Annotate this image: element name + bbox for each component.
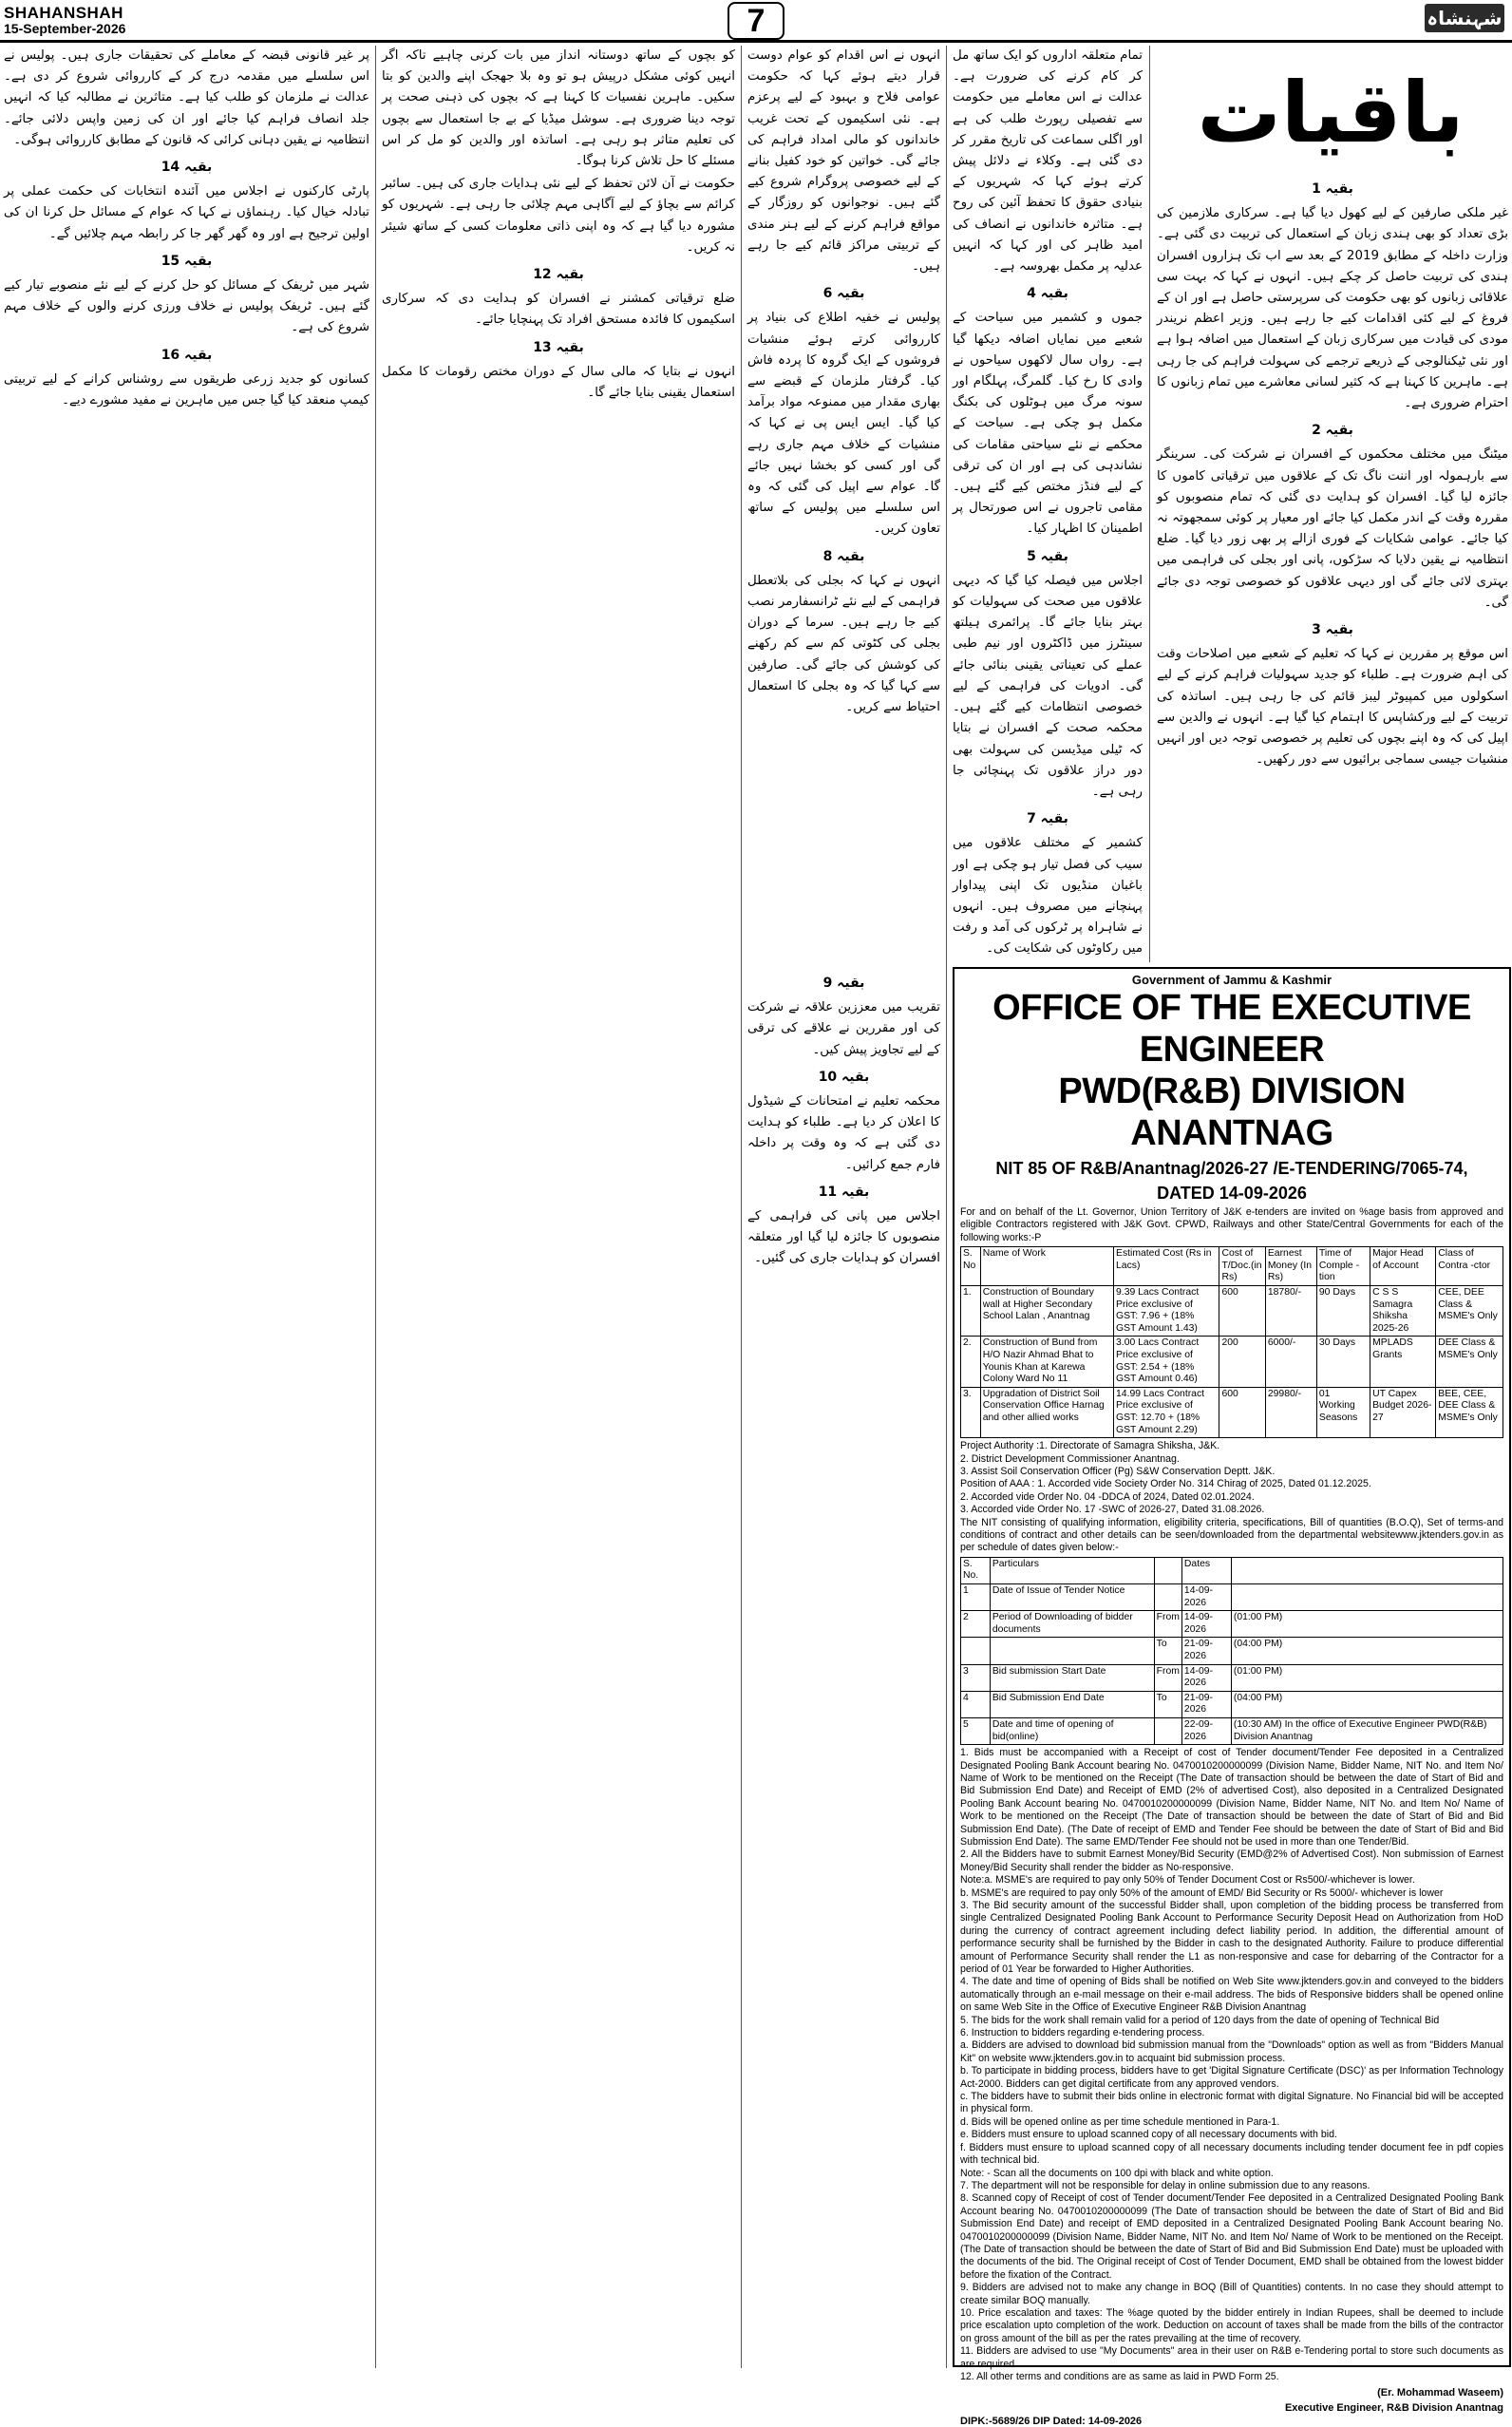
table-row [961, 1638, 1503, 1664]
table-cell: 30 Days [1316, 1337, 1370, 1387]
table-cell: Date and time of opening of bid(online) [990, 1717, 1154, 1744]
table-cell: 1 [961, 1583, 991, 1610]
masthead [0, 0, 1512, 42]
paper-name: SHAHANSHAH [4, 4, 123, 22]
schedule-table [960, 1557, 1503, 1745]
table-header-cell: Name of Work [980, 1247, 1113, 1286]
continuation-heading: بقیہ 13 [533, 339, 584, 355]
table-cell: From [1154, 1611, 1181, 1638]
tender-condition: b. MSME's are required to pay only 50% of the amount of EMD/ Bid Security or Rs 5000/- whichever is lower [960, 1887, 1444, 1899]
table-cell: 22-09-2026 [1181, 1717, 1231, 1744]
table-header-cell: Major Head of Account [1370, 1247, 1436, 1286]
table-header-cell: S. No [961, 1247, 981, 1286]
table-cell: 600 [1219, 1387, 1265, 1437]
tender-government: Government of Jammu & Kashmir [1131, 973, 1332, 987]
continuation-heading: بقیہ 3 [1312, 622, 1353, 638]
header-rule [0, 40, 1512, 43]
article-text: جموں و کشمیر میں سیاحت کے شعبے میں نمایاں اضافہ دیکھا گیا ہے۔ رواں سال لاکھوں سیاحوں نے وادی کا رخ کیا۔ گلمرگ، پہلگام اور سونہ مرگ میں ہوٹلوں کی بکنگ مکمل ہو چکی ہے۔ سیاحت کے محکمے نے نئے سیاحتی مقامات کی نشاندہی کی ہے اور ان کی ترقی کے لیے فنڈز مختص کیے گئے ہیں۔ مقامی تاجروں نے اس صورتحال پر اطمینان کا اظہار کیا۔ [953, 311, 1143, 537]
article-text: پارٹی کارکنوں نے اجلاس میں آئندہ انتخابات کی حکمت عملی پر تبادلہ خیال کیا۔ رہنماؤں نے کہا کہ عوام کے مسائل حل کرنا ان کی اولین ترجیح ہے اور وہ گھر گھر جا کر رابطہ مہم چلائیں گے۔ [4, 184, 369, 241]
continuation-heading: بقیہ 1 [1312, 181, 1353, 197]
table-cell: 21-09-2026 [1181, 1691, 1231, 1717]
continuation-heading: بقیہ 11 [818, 1184, 870, 1200]
table-cell: Construction of Bund from H/O Nazir Ahmad Bhat to Younis Khan at Karewa Colony Ward No 11 [980, 1337, 1113, 1387]
article-text: ضلع ترقیاتی کمشنر نے افسران کو ہدایت دی کہ سرکاری اسکیموں کا فائدہ مستحق افراد تک پہنچایا جائے۔ [382, 292, 735, 328]
table-row [961, 1583, 1503, 1610]
tender-signer-title: Executive Engineer, R&B Division Anantnag [1284, 2402, 1503, 2415]
continuation-heading: بقیہ 4 [1027, 286, 1068, 302]
table-row [961, 1717, 1503, 1744]
table-cell: 600 [1219, 1286, 1265, 1337]
continuation-heading: بقیہ 14 [161, 160, 213, 176]
table-row [961, 1691, 1503, 1717]
table-cell: CEE, DEE Class & MSME's Only [1436, 1286, 1503, 1337]
table-cell: 21-09-2026 [1181, 1638, 1231, 1664]
table-cell: BEE, CEE, DEE Class & MSME's Only [1436, 1387, 1503, 1437]
table-header-cell: Time of Comple -tion [1316, 1247, 1370, 1286]
tender-condition: 9. Bidders are advised not to make any change in BOQ (Bill of Quantities) contents. In no case they should attempt to create similar BOQ manually. [960, 2282, 1503, 2306]
table-cell: Construction of Boundary wall at Higher Secondary School Lalan , Anantnag [980, 1286, 1113, 1337]
continuation-heading: بقیہ 9 [822, 976, 865, 991]
article-text: حکومت نے آن لائن تحفظ کے لیے نئی ہدایات جاری کی ہیں۔ سائبر کرائم سے بچاؤ کے لیے آگاہی مہم چلائی جا رہی ہے۔ شہریوں کو مشورہ دیا گیا ہے کہ وہ اپنی ذاتی معلومات کسی کے ساتھ شیئر نہ کریں۔ [382, 177, 735, 255]
table-header-cell [1231, 1557, 1503, 1583]
table-cell [990, 1638, 1154, 1664]
article-text: انہوں نے اس اقدام کو عوام دوست قرار دیتے ہوئے کہا کہ حکومت عوامی فلاح و بہبود کے لیے پرعزم ہے۔ نئی اسکیموں کے تحت غریب خاندانوں کو مالی امداد فراہم کی جائے گی۔ خواتین کو خود کفیل بنانے کے لیے خصوصی پروگرام شروع کیے گئے ہیں۔ نوجوانوں کو روزگار کے مواقع فراہم کرنے کے لیے ہنر مندی کے تربیتی مراکز قائم کیے جا رہے ہیں۔ [747, 48, 940, 275]
table-cell: 3. [961, 1387, 981, 1437]
table-cell: 3.00 Lacs Contract Price exclusive of GST: 2.54 + (18% GST Amount 0.46) [1114, 1337, 1219, 1387]
tender-condition: 6. Instruction to bidders regarding e-tendering process. [960, 2027, 1205, 2039]
continuation-heading: بقیہ 5 [1027, 548, 1068, 564]
article-text: پولیس نے خفیہ اطلاع کی بنیاد پر کارروائی کرتے ہوئے منشیات فروشوں کے ایک گروہ کا پردہ فاش کیا۔ گرفتار ملزمان کے قبضے سے بھاری مقدار میں ممنوعہ مواد برآمد کیا گیا۔ ایس ایس پی نے کہا کہ منشیات کے خلاف مہم جاری رہے گی اور کسی کو بخشا نہیں جائے گا۔ عوام سے اپیل کی گئی کہ وہ اس سلسلے میں پولیس کے ساتھ تعاون کریں۔ [747, 311, 940, 537]
tender-intro: For and on behalf of the Lt. Governor, Union Territory of J&K e-tenders are invited on %age basis from approved and eligible Contractors registered with J&K Govt. CPWD, Railways and other State/Central Governments for each of the following works:-P [960, 1206, 1503, 1243]
tender-notice [953, 967, 1511, 2427]
table-cell: 14-09-2026 [1181, 1611, 1231, 1638]
column-1 [1157, 173, 1508, 961]
table-header-cell: Particulars [990, 1557, 1154, 1583]
column-4 [382, 46, 735, 2368]
table-row [961, 1664, 1503, 1691]
table-cell: (04:00 PM) [1231, 1638, 1503, 1664]
continuation-heading: بقیہ 6 [822, 286, 865, 302]
article-text: انہوں نے بتایا کہ مالی سال کے دوران مختص رقومات کا مکمل استعمال یقینی بنایا جائے گا۔ [382, 364, 735, 401]
table-cell [1154, 1717, 1181, 1744]
article-text: کسانوں کو جدید زرعی طریقوں سے روشناس کرانے کے لیے تربیتی کیمپ منعقد کیا گیا جس میں ماہرین نے مفید مشورے دیے۔ [4, 371, 369, 408]
table-row [961, 1337, 1503, 1387]
tender-condition: 2. All the Bidders have to submit Earnest Money/Bid Security (EMD@2% of Advertised Cost). Non submission of Earnest Money/Bid Security shall render the bidder as No-responsive. [960, 1849, 1503, 1873]
article-text: اجلاس میں پانی کی فراہمی کے منصوبوں کا جائزہ لیا گیا اور متعلقہ افسران کو ہدایات جاری کی گئیں۔ [747, 1209, 940, 1266]
tender-signer: (Er. Mohammad Waseem) [1377, 2387, 1503, 2399]
article-text: شہر میں ٹریفک کے مسائل کو حل کرنے کے لیے نئے منصوبے تیار کیے گئے ہیں۔ ٹریفک پولیس نے خلاف ورزی کرنے والوں کے خلاف مہم شروع کی ہے۔ [4, 278, 369, 335]
table-cell: 14-09-2026 [1181, 1583, 1231, 1610]
project-authority: Project Authority :1. Directorate of Samagra Shiksha, J&K. 2. District Development Commissioner Anantnag. 3. Assist Soil Conservation Officer (Pg) S&W Conservation Deptt. J&K. [960, 1440, 1276, 1477]
table-header-cell: Dates [1181, 1557, 1231, 1583]
table-cell: DEE Class & MSME's Only [1436, 1337, 1503, 1387]
tender-condition: e. Bidders must ensure to upload scanned copy of all necessary documents with bid. [960, 2129, 1337, 2141]
tender-condition: 7. The department will not be responsible for delay in online submission due to any reasons. [960, 2179, 1370, 2191]
works-table [960, 1246, 1503, 1438]
issue-date: 15-September-2026 [4, 21, 126, 36]
table-cell: To [1154, 1691, 1181, 1717]
table-cell: 6000/- [1265, 1337, 1316, 1387]
table-header-cell: Cost of T/Doc.(in Rs) [1219, 1247, 1265, 1286]
column-3-lower [747, 967, 940, 2367]
table-cell: 14.99 Lacs Contract Price exclusive of GST: 12.70 + (18% GST Amount 2.29) [1114, 1387, 1219, 1437]
article-text: میٹنگ میں مختلف محکموں کے افسران نے شرکت کی۔ سرینگر سے بارہمولہ اور اننت ناگ تک کے علاقوں میں ترقیاتی کاموں کا جائزہ لیا گیا۔ افسران کو ہدایت دی گئی کہ تمام منصوبوں کو مقررہ وقت کے اندر مکمل کیا جائے اور معیار پر کوئی سمجھوتہ نہ کیا جائے۔ عوامی شکایات کے فوری ازالے پر بھی زور دیا گیا۔ ضلع انتظامیہ نے یقین دلایا کہ سڑکوں، پانی اور بجلی کی فراہمی میں بہتری لائی جائے گی اور دیہی علاقوں کو خصوصی توجہ دی جائے گی۔ [1157, 447, 1508, 610]
tender-condition: a. Bidders are advised to download bid submission manual from the "Downloads" option as well as from "Bidders Manual Kit" on website www.jktenders.gov.in to acquaint bid submission process. [960, 2039, 1503, 2064]
table-cell: Period of Downloading of bidder documents [990, 1611, 1154, 1638]
continuation-heading: بقیہ 8 [822, 548, 865, 564]
tender-condition: 5. The bids for the work shall remain valid for a period of 120 days from the date of opening of Technical Bid [960, 2014, 1440, 2026]
page-number: 7 [728, 2, 784, 40]
tender-nit-number: NIT 85 OF R&B/Anantnag/2026-27 /E-TENDERING/7065-74, [995, 1159, 1468, 1178]
column-divider [946, 46, 947, 2368]
table-header-cell: Earnest Money (In Rs) [1265, 1247, 1316, 1286]
article-text: غیر ملکی صارفین کے لیے کھول دیا گیا ہے۔ سرکاری ملازمین کی بڑی تعداد کو بھی ہندی زبان کے استعمال کی تربیت دی گئی ہے۔ وزارت داخلہ کے مطابق 2019 کے بعد سے اب تک ہزاروں افسران ہندی کی تربیت حاصل کر چکے ہیں۔ انہوں نے کہا کہ بہت سی علاقائی زبانوں کو بھی حکومت کی سرپرستی حاصل ہے اور ان کے فروغ کے لیے کئی اقدامات کیے جا رہے ہیں۔ وزیر اعظم نریندر مودی کی قیادت میں سرکاری زبان کے استعمال میں اضافہ ہوا ہے اور نئی ٹیکنالوجی کے ذریعے ترجمے کی سہولت فراہم کی جا رہی ہے۔ ماہرین کا کہنا ہے کہ کثیر لسانی معاشرے میں تمام زبانوں کا احترام ضروری ہے۔ [1157, 206, 1508, 411]
column-divider [1149, 46, 1150, 962]
article-text: تمام متعلقہ اداروں کو ایک ساتھ مل کر کام کرنے کی ضرورت ہے۔ عدالت نے اس معاملے میں حکومت سے تفصیلی رپورٹ طلب کی ہے اور اگلی سماعت کی تاریخ مقرر کر دی گئی ہے۔ وکلاء نے دلائل پیش کرتے ہوئے کہا کہ شہریوں کے بنیادی حقوق کا تحفظ آئین کی روح ہے۔ متاثرہ خاندانوں نے انصاف کی امید ظاہر کی اور کہا کہ انہیں عدلیہ پر مکمل بھروسہ ہے۔ [953, 48, 1143, 275]
tender-condition: Note:a. MSME's are required to pay only 50% of Tender Document Cost or Rs500/-whichever is lower. [960, 1874, 1415, 1887]
table-cell [1231, 1583, 1503, 1610]
column-divider [741, 46, 742, 2368]
table-cell [1154, 1583, 1181, 1610]
table-cell: 18780/- [1265, 1286, 1316, 1337]
paper-logo: شہنشاہ [1425, 4, 1504, 32]
table-row [961, 1286, 1503, 1337]
table-header-cell: Estimated Cost (Rs in Lacs) [1114, 1247, 1219, 1286]
table-cell: C S S Samagra Shiksha 2025-26 [1370, 1286, 1436, 1337]
article-text: تقریب میں معززین علاقہ نے شرکت کی اور مقررین نے علاقے کی ترقی کے لیے تجاویز پیش کیں۔ [747, 1000, 940, 1057]
table-cell: (10:30 AM) In the office of Executive Engineer PWD(R&B) Division Anantnag [1231, 1717, 1503, 1744]
tender-condition: 12. All other terms and conditions are as same as laid in PWD Form 25. [960, 2371, 1279, 2382]
table-cell: From [1154, 1664, 1181, 1691]
table-cell: 9.39 Lacs Contract Price exclusive of GST: 7.96 + (18% GST Amount 1.43) [1114, 1286, 1219, 1337]
column-2 [953, 46, 1143, 962]
table-cell: 1. [961, 1286, 981, 1337]
table-cell: (04:00 PM) [1231, 1691, 1503, 1717]
continuation-heading: بقیہ 16 [161, 347, 213, 363]
table-cell: 29980/- [1265, 1387, 1316, 1437]
tender-division: PWD(R&B) DIVISION ANANTNAG [1058, 1071, 1406, 1153]
table-cell: Date of Issue of Tender Notice [990, 1583, 1154, 1610]
tender-condition: f. Bidders must ensure to upload scanned copy of all necessary documents including tender document fee in pdf copies with technical bid. [960, 2141, 1503, 2167]
column-3 [747, 46, 940, 962]
table-cell: 5 [961, 1717, 991, 1744]
tender-condition: 8. Scanned copy of Receipt of cost of Tender document/Tender Fee deposited in a Centralized Designated Pooling Bank Account bearing No. 0470010200000099 (The Date of transaction should be between the date of Start of Bid and Bid Submission End Date) and receipt of EMD deposited in a Centralized Designated Pooling Bank Account bearing No. 0470010200000099 (Division Name, Bidder Name, NIT No. and Item No/ Name of Work to be mentioned on the Receipt. (The Date of transaction should be between the date of Start of Bid and Bid Submission End Date) must be uploaded with the documents of the bid. The Original receipt of Cost of Tender Document, EMD shall be obtained from the lowest bidder before the fixation of the Contract. [960, 2192, 1503, 2281]
tender-nit-date: DATED 14-09-2026 [1157, 1184, 1307, 1203]
tender-condition: b. To participate in bidding process, bidders have to get 'Digital Signature Certificate (DSC)' as per Information Technology Act-2000. Bidders can get digital certificate from any approved vendors. [960, 2065, 1503, 2090]
tender-condition: 1. Bids must be accompanied with a Receipt of cost of Tender document/Tender Fee deposited in a Centralized Designated Pooling Bank Account bearing No. 0470010200000099 (Division Name, Bidder Name, NIT No. and Item No/ Name of Work to be mentioned on the Receipt (The Date of transaction should be between the date of Start of Bid and Bid Submission End Date) and Receipt of EMD (2% of advertised Cost), also deposited in a Centralized Designated Pooling Bank Account bearing No. 0470010200000099 (Division Name, Bidder Name, NIT No. and Item No/ Name of Work to be mentioned on the Receipt (The Date of transaction should be between the date of Start of Bid and Bid Submission End Date). (The Date of receipt of EMD and Tender Fee should be between the date of Start of Bid and Bid Submission End Date). The same EMD/Tender Fee should not be used in more than one Tender/Bid. [960, 1747, 1503, 1848]
article-text: اس موقع پر مقررین نے کہا کہ تعلیم کے شعبے میں اصلاحات وقت کی اہم ضرورت ہے۔ طلباء کو جدید سہولیات فراہم کرنے کے لیے اسکولوں میں کمپیوٹر لیبز قائم کی جا رہی ہیں۔ اساتذہ کی تربیت کے لیے ورکشاپس کا اہتمام کیا گیا ہے۔ انہوں نے والدین سے اپیل کی کہ وہ اپنے بچوں کی تعلیم پر خصوصی توجہ دیں اور انہیں منشیات جیسی سماجی برائیوں سے دور رکھیں۔ [1157, 647, 1508, 768]
table-cell: (01:00 PM) [1231, 1664, 1503, 1691]
table-cell: 14-09-2026 [1181, 1664, 1231, 1691]
table-cell: Bid Submission End Date [990, 1691, 1154, 1717]
table-cell: 200 [1219, 1337, 1265, 1387]
table-cell: MPLADS Grants [1370, 1337, 1436, 1387]
article-text: محکمہ تعلیم نے امتحانات کے شیڈول کا اعلان کر دیا ہے۔ طلباء کو ہدایت دی گئی ہے کہ وہ وقت پر داخلہ فارم جمع کرائیں۔ [747, 1094, 940, 1172]
nit-text: The NIT consisting of qualifying information, eligibility criteria, specifications, Bill of quantities (B.O.Q), Set of terms-and conditions of contract and other details can be seen/downloaded from the departmental websitewww.jktenders.gov.in as per schedule of dates given below:- [960, 1516, 1503, 1554]
tender-condition: Note: - Scan all the documents on 100 dpi with black and white option. [960, 2167, 1274, 2179]
tender-condition: c. The bidders have to submit their bids online in electronic format with digital Signature. No Financial bid will be accepted in physical form. [960, 2091, 1503, 2115]
table-cell: 2 [961, 1611, 991, 1638]
tender-office: OFFICE OF THE EXECUTIVE ENGINEER [992, 988, 1471, 1070]
table-header-cell: S. No. [961, 1557, 991, 1583]
dipk-reference: DIPK:-5689/26 DIP Dated: 14-09-2026 [960, 2416, 1143, 2427]
table-row [961, 1611, 1503, 1638]
table-cell: 4 [961, 1691, 991, 1717]
tender-condition: 10. Price escalation and taxes: The %age quoted by the bidder entirely in Indian Rupees, shall be deemed to include price escalation upto completion of the work. Deduction on account of taxes shall be made from the bills of the contractor on gross amount of the bill as per the rates prevailing at the time of recovery. [960, 2306, 1503, 2344]
tender-condition: 11. Bidders are advised to use "My Documents" area in their user on R&B e-Tendering portal to store such documents as are required. [960, 2345, 1503, 2370]
table-cell: To [1154, 1638, 1181, 1664]
section-title: باقیات [1197, 64, 1465, 161]
table-row [961, 1387, 1503, 1437]
continuation-heading: بقیہ 10 [818, 1069, 870, 1085]
table-header-cell [1154, 1557, 1181, 1583]
table-cell: 90 Days [1316, 1286, 1370, 1337]
continuation-heading: بقیہ 7 [1027, 811, 1068, 827]
table-cell: Upgradation of District Soil Conservation Office Harnag and other allied works [980, 1387, 1113, 1437]
table-cell: Bid submission Start Date [990, 1664, 1154, 1691]
article-text: اجلاس میں فیصلہ کیا گیا کہ دیہی علاقوں میں صحت کی سہولیات کو بہتر بنایا جائے گا۔ پرائمری ہیلتھ سینٹرز میں ڈاکٹروں اور نیم طبی عملے کی تعیناتی یقینی بنائی جائے گی۔ ادویات کی فراہمی کے لیے خصوصی انتظامات کیے گئے ہیں۔ محکمہ صحت کے افسران نے بتایا کہ ٹیلی میڈیسن کی سہولت بھی دور دراز علاقوں تک پہنچائی جا رہی ہے۔ [953, 573, 1143, 799]
table-header-cell: Class of Contra -ctor [1436, 1247, 1503, 1286]
table-cell: 01 Working Seasons [1316, 1387, 1370, 1437]
article-text: کشمیر کے مختلف علاقوں میں سیب کی فصل تیار ہو چکی ہے اور باغبان منڈیوں تک اپنی پیداوار پہنچانے میں مصروف ہیں۔ انہوں نے شاہراہ پر ٹرکوں کی آمد و رفت میں رکاوٹوں کی شکایت کی۔ [953, 836, 1143, 957]
table-cell: 3 [961, 1664, 991, 1691]
article-text: انہوں نے کہا کہ بجلی کی بلاتعطل فراہمی کے لیے نئے ٹرانسفارمر نصب کیے جا رہے ہیں۔ سرما کے دوران بجلی کی کٹوتی کم سے کم رکھنے کی کوشش کی جائے گی۔ صارفین سے کہا گیا کہ وہ بجلی کا استعمال احتیاط سے کریں۔ [747, 573, 940, 715]
tender-condition: 4. The date and time of opening of Bids shall be notified on Web Site www.jktenders.gov.in and conveyed to the bidders automatically through an e-mail message on their e-mail address. The bids of Responsive bidders shall be opened online on same Web Site in the Office of Executive Engineer R&B Division Anantnag [960, 1976, 1503, 2014]
continuation-heading: بقیہ 2 [1312, 423, 1353, 439]
table-cell [961, 1638, 991, 1664]
position-aaa: Position of AAA : 1. Accorded vide Society Order No. 314 Chirag of 2025, Dated 01.12.2025. 2. Accorded vide Order No. 04 -DDCA of 2024, Dated 02.01.2024. 3. Accorded vide Order No. 17 -SWC of 2026-27, Dated 31.08.2026. [960, 1478, 1371, 1516]
article-text: کو بچوں کے ساتھ دوستانہ انداز میں بات کرنی چاہیے تاکہ اگر انہیں کوئی مشکل درپیش ہو تو وہ بلا جھجک اپنے والدین کو بتا سکیں۔ ماہرین نفسیات کا کہنا ہے کہ بچوں کی ذہنی صحت پر توجہ دینا ضروری ہے۔ سوشل میڈیا کے بے جا استعمال سے بچوں کی تعلیم متاثر ہو رہی ہے۔ اساتذہ اور والدین کو مل کر اس مسئلے کا حل تلاش کرنا ہوگا۔ [382, 48, 735, 169]
continuation-heading: بقیہ 12 [533, 267, 584, 283]
table-cell: UT Capex Budget 2026-27 [1370, 1387, 1436, 1437]
tender-condition: d. Bids will be opened online as per time schedule mentioned in Para-1. [960, 2115, 1280, 2128]
column-5 [4, 46, 369, 2368]
continuation-heading: بقیہ 15 [161, 253, 213, 269]
article-text: پر غیر قانونی قبضہ کے معاملے کی تحقیقات جاری ہیں۔ پولیس نے اس سلسلے میں مقدمہ درج کر کے کارروائی شروع کر دی ہے۔ عدالت نے ملزمان کو طلب کیا ہے۔ متاثرین نے مطالبہ کیا کہ انہیں جلد انصاف فراہم کیا جائے اور ان کی زمین واپس دلائی جائے۔ انتظامیہ نے یقین دہانی کرائی کہ قانون کے مطابق کارروائی ہوگی۔ [4, 48, 369, 147]
table-cell: (01:00 PM) [1231, 1611, 1503, 1638]
tender-conditions [960, 1747, 1503, 2383]
table-cell: 2. [961, 1337, 981, 1387]
column-divider [375, 46, 376, 2368]
tender-condition: 3. The Bid security amount of the successful Bidder shall, upon completion of the bidding process be transferred from single Centralized Designated Pooling Bank Account to Performance Security Deposit Head on Authorization from HoD during the currency of contract agreement including defect liability period. In addition, the differential amount of performance security shall be furnished by the Bidder in cash to the designated Authority. Failure to produce differential amount of Performance Security shall render the L1 as non-responsive and case for debarring of the Contractor for a period of 01 Year be forwarded to Higher Authorities. [960, 1899, 1503, 1975]
